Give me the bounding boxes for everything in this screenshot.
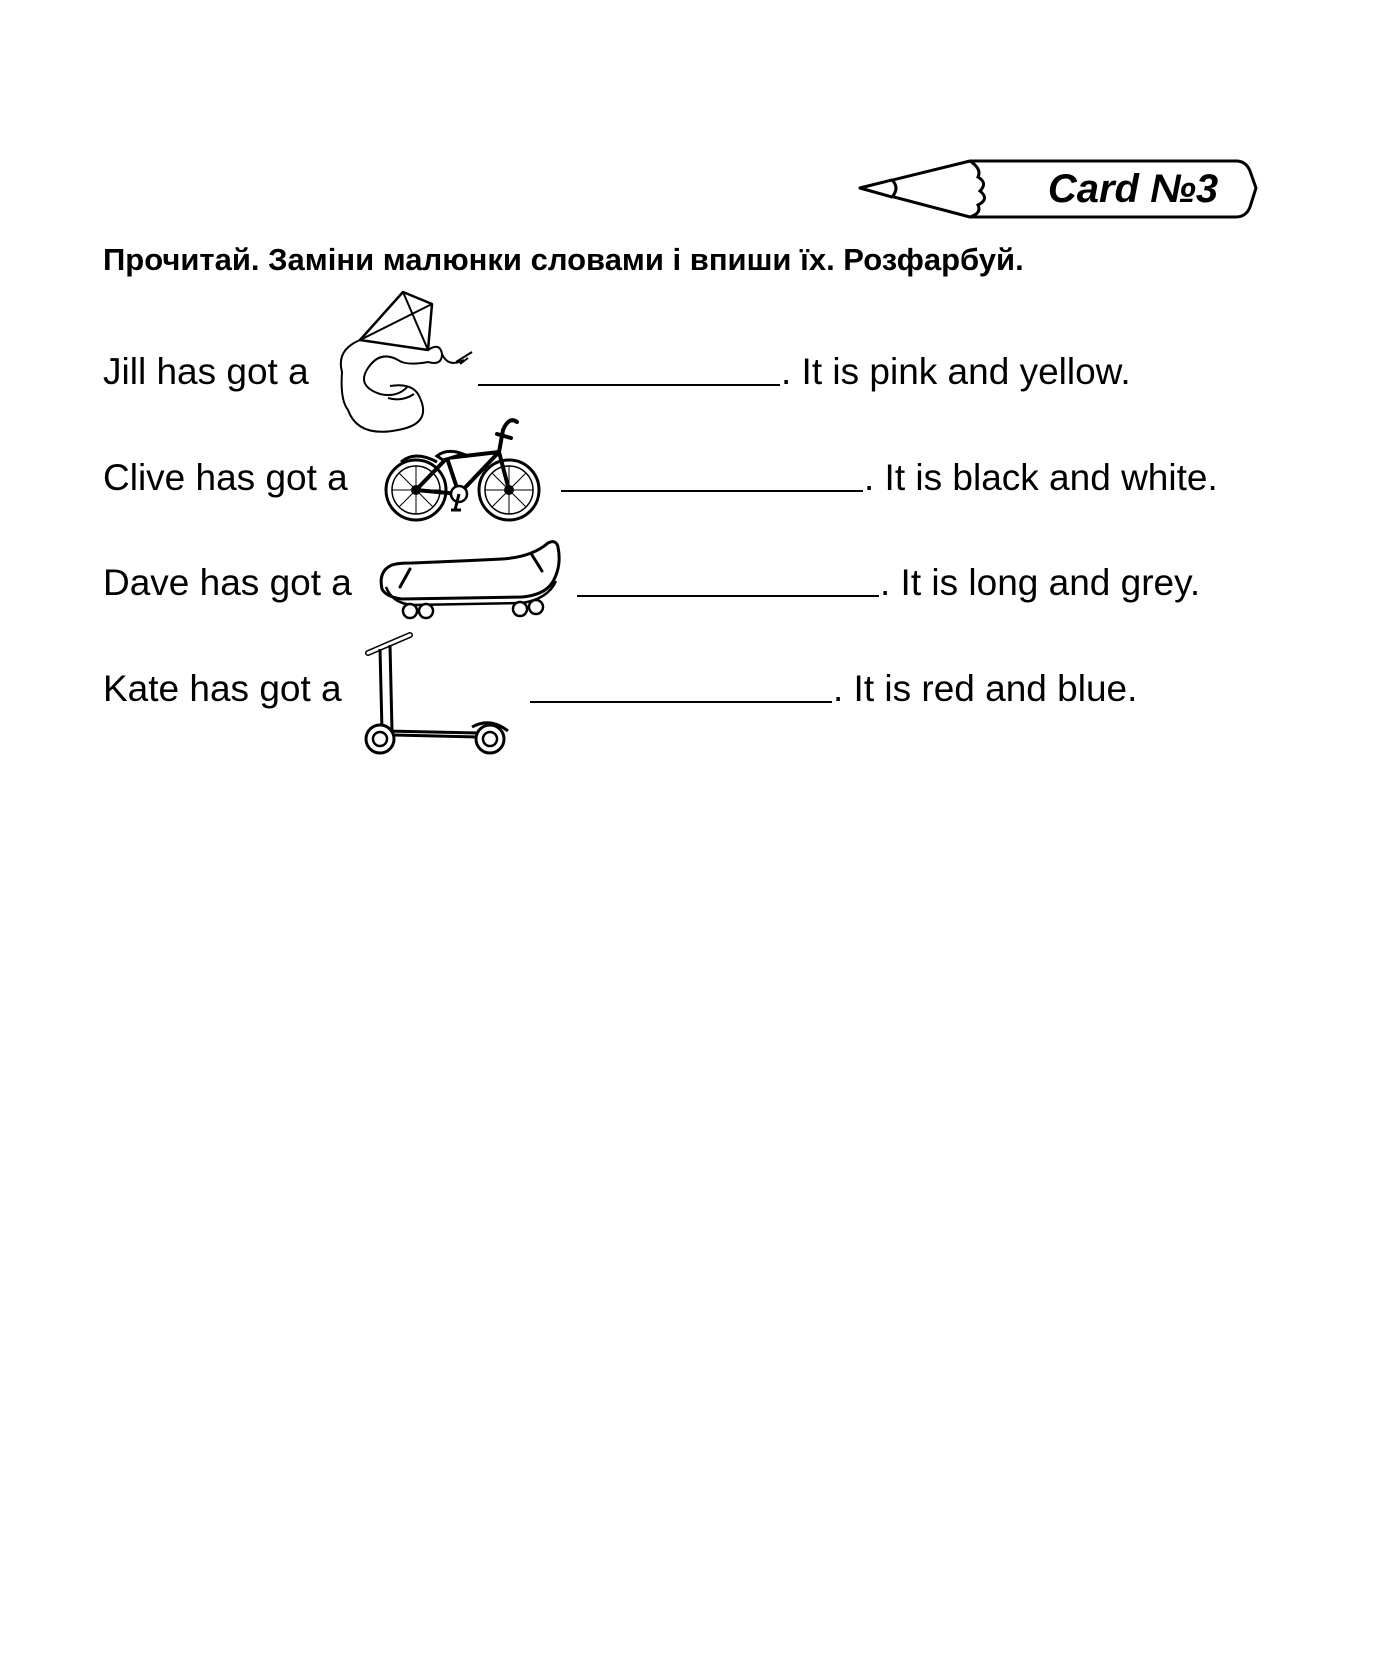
answer-blank[interactable] [577,595,879,597]
sentence-end: . It is pink and yellow. [781,351,1131,392]
sentence-end: . It is black and white. [864,457,1218,498]
answer-blank[interactable] [478,384,780,386]
sentence-row [103,659,1353,719]
answer-blank[interactable] [530,701,832,703]
sentence-row [103,448,1353,508]
sentence-start: Clive has got a [103,457,348,498]
card-title: Card №3 [1047,167,1219,211]
sentence-end: . It is red and blue. [833,668,1138,709]
skateboard-icon [372,537,564,621]
bicycle-icon [381,410,547,528]
sentence-start: Dave has got a [103,562,352,603]
card-badge [858,155,1258,227]
sentence-row [103,553,1353,613]
answer-blank[interactable] [561,490,863,492]
sentence-start: Jill has got a [103,351,309,392]
sentence-start: Kate has got a [103,668,342,709]
task-instruction: Прочитай. Заміни малюнки словами і впиши їх. Розфарбуй. [103,242,1024,277]
scooter-icon [360,631,520,759]
sentence-row [103,342,1303,402]
sentence-end: . It is long and grey. [880,562,1201,603]
